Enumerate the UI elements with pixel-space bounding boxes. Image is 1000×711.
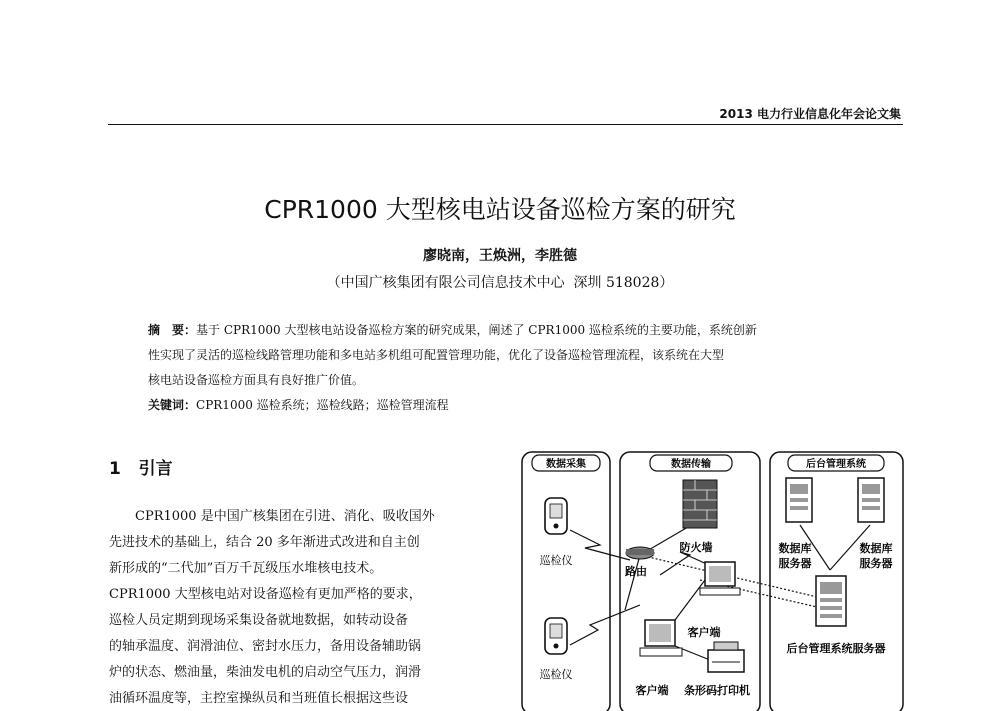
abstract-line: 性实现了灵活的巡检线路管理功能和多电站多机组可配置管理功能，优化了设备巡检管理流程，该系统在大型 — [148, 348, 725, 362]
body-line: 新形成的“二代加”百万千瓦级压水堆核电技术。 — [109, 561, 383, 576]
db-server-label: 服务器 — [859, 557, 893, 570]
inspector-device-icon — [545, 618, 567, 654]
body-line: 的轴承温度、润滑油位、密封水压力，备用设备辅助锅 — [109, 639, 422, 654]
database-server-icon — [858, 478, 884, 522]
paper-affiliation: （中国广核集团有限公司信息技术中心 深圳 518028） — [326, 275, 674, 291]
client-computer-icon — [640, 620, 682, 656]
firewall-icon — [683, 480, 717, 528]
panel-label: 后台管理系统 — [806, 459, 866, 470]
inspector-label: 巡检仪 — [539, 554, 573, 567]
keywords-label: 关键词： — [148, 398, 197, 412]
body-line: 炉的状态、燃油量，柴油发电机的启动空气压力，润滑 — [109, 665, 422, 680]
router-label: 路由 — [625, 565, 647, 578]
router-client-link — [625, 555, 640, 610]
panel-label: 数据传输 — [671, 459, 711, 470]
keywords-text: CPR1000 巡检系统；巡检线路；巡检管理流程 — [196, 398, 449, 412]
db-server-label: 数据库 — [778, 542, 812, 555]
body-line: 先进技术的基础上，结合 20 多年渐进式改进和自主创 — [109, 535, 420, 550]
database-server-icon — [786, 478, 812, 522]
inspector-label: 巡检仪 — [539, 668, 573, 681]
body-line: CPR1000 大型核电站对设备巡检有更加严格的要求， — [109, 587, 422, 602]
firewall-label: 防火墙 — [679, 541, 713, 554]
router-icon — [626, 547, 654, 559]
panel-label: 数据采集 — [546, 459, 586, 470]
backend-server-icon — [816, 576, 846, 626]
section-number: 1 — [109, 459, 121, 479]
section-title: 引言 — [138, 459, 173, 479]
abstract-label: 摘 要： — [148, 323, 197, 337]
abstract-line: 核电站设备巡检方面具有良好推广价值。 — [148, 373, 365, 387]
client-label: 客户端 — [687, 626, 721, 639]
wireless-link-icon — [570, 605, 640, 645]
client-computer-icon — [700, 562, 740, 595]
db-server-label: 数据库 — [859, 542, 893, 555]
paper-title: CPR1000 大型核电站设备巡检方案的研究 — [264, 195, 736, 224]
paper-authors: 廖晓南，王焕洲，李胜德 — [423, 248, 577, 264]
barcode-printer-icon — [708, 642, 744, 672]
client-label: 客户端 — [635, 684, 669, 697]
wireless-link-icon — [570, 530, 630, 560]
barcode-printer-label: 条形码打印机 — [684, 684, 750, 697]
db-server-label: 服务器 — [778, 557, 812, 570]
body-line: CPR1000 是中国广核集团在引进、消化、吸收国外 — [135, 509, 435, 524]
body-line: 油循环温度等，主控室操纵员和当班值长根据这些设 — [109, 691, 409, 706]
backend-server-label: 后台管理系统服务器 — [786, 642, 886, 655]
journal-header: 2013 电力行业信息化年会论文集 — [719, 107, 901, 121]
inspector-device-icon — [545, 498, 567, 534]
abstract-text: 基于 CPR1000 大型核电站设备巡检方案的研究成果，阐述了 CPR1000 巡检系统的主要功能，系统创新 — [196, 323, 757, 337]
body-line: 巡检人员定期到现场采集设备就地数据，如转动设备 — [109, 613, 409, 628]
